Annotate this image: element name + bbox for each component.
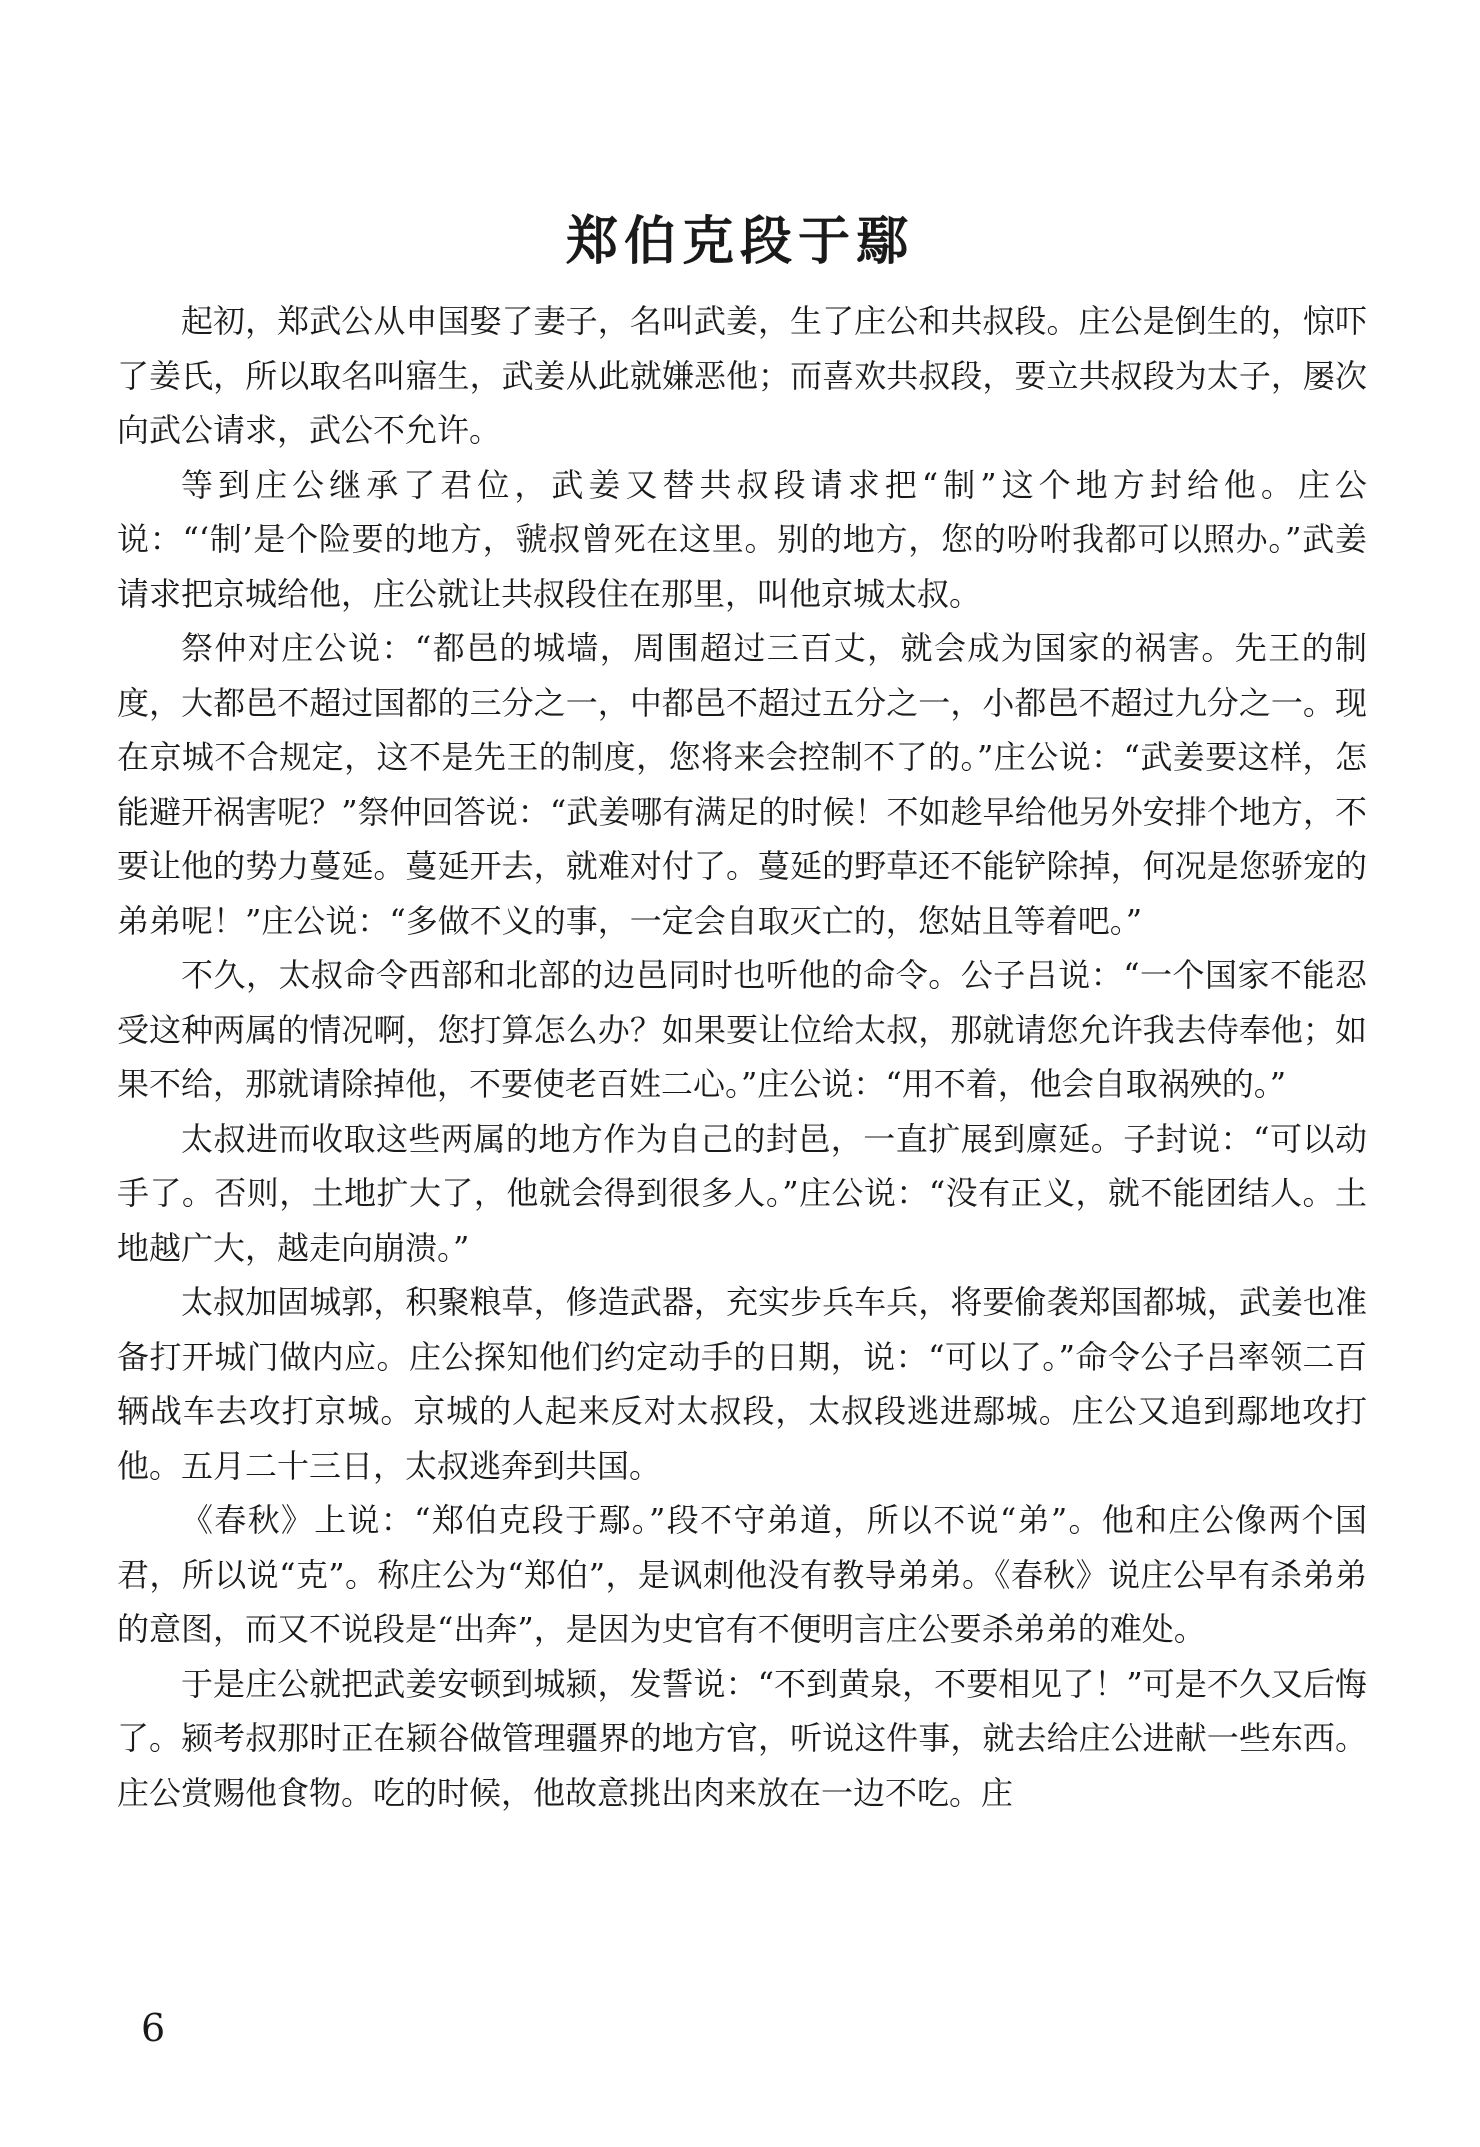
- body-text: [117, 294, 1367, 1820]
- paragraph: 等到庄公继承了君位，武姜又替共叔段请求把“制”这个地方封给他。庄公说：“‘制’是个险要的地方，虢叔曾死在这里。别的地方，您的吩咐我都可以照办。”武姜请求把京城给他，庄公就让共叔段住在那里，叫他京城太叔。: [117, 465, 1367, 613]
- paragraph: 祭仲对庄公说：“都邑的城墙，周围超过三百丈，就会成为国家的祸害。先王的制度，大都邑不超过国都的三分之一，中都邑不超过五分之一，小都邑不超过九分之一。现在京城不合规定，这不是先王的制度，您将来会控制不了的。”庄公说：“武姜要这样，怎能避开祸害呢？”祭仲回答说：“武姜哪有满足的时候！不如趁早给他另外安排个地方，不要让他的势力蔓延。蔓延开去，就难对付了。蔓延的野草还不能铲除掉，何况是您骄宠的弟弟呢！”庄公说：“多做不义的事，一定会自取灭亡的，您姑且等着吧。”: [117, 629, 1367, 940]
- paragraph: 太叔进而收取这些两属的地方作为自己的封邑，一直扩展到廪延。子封说：“可以动手了。否则，土地扩大了，他就会得到很多人。”庄公说：“没有正义，就不能团结人。土地越广大，越走向崩溃。”: [117, 1119, 1367, 1267]
- paragraph: 起初，郑武公从申国娶了妻子，名叫武姜，生了庄公和共叔段。庄公是倒生的，惊吓了姜氏，所以取名叫寤生，武姜从此就嫌恶他；而喜欢共叔段，要立共叔段为太子，屡次向武公请求，武公不允许。: [117, 302, 1367, 449]
- paragraph: 太叔加固城郭，积聚粮草，修造武器，充实步兵车兵，将要偷袭郑国都城，武姜也准备打开城门做内应。庄公探知他们约定动手的日期，说：“可以了。”命令公子吕率领二百辆战车去攻打京城。京城的人起来反对太叔段，太叔段逃进鄢城。庄公又追到鄢地攻打他。五月二十三日，太叔逃奔到共国。: [117, 1283, 1367, 1485]
- page-title: 郑伯克段于鄢: [565, 210, 914, 272]
- page-number: 6: [141, 2006, 166, 2050]
- paragraph: 《春秋》上说：“郑伯克段于鄢。”段不守弟道，所以不说“弟”。他和庄公像两个国君，所以说“克”。称庄公为“郑伯”，是讽刺他没有教导弟弟。《春秋》说庄公早有杀弟弟的意图，而又不说段是“出奔”，是因为史官有不便明言庄公要杀弟弟的难处。: [117, 1501, 1367, 1648]
- paragraph: 于是庄公就把武姜安顿到城颍，发誓说：“不到黄泉，不要相见了！”可是不久又后悔了。颍考叔那时正在颍谷做管理疆界的地方官，听说这件事，就去给庄公进献一些东西。庄公赏赐他食物。吃的时候，他故意挑出肉来放在一边不吃。庄: [117, 1664, 1367, 1812]
- paragraph: 不久，太叔命令西部和北部的边邑同时也听他的命令。公子吕说：“一个国家不能忍受这种两属的情况啊，您打算怎么办？如果要让位给太叔，那就请您允许我去侍奉他；如果不给，那就请除掉他，不要使老百姓二心。”庄公说：“用不着，他会自取祸殃的。”: [117, 956, 1367, 1103]
